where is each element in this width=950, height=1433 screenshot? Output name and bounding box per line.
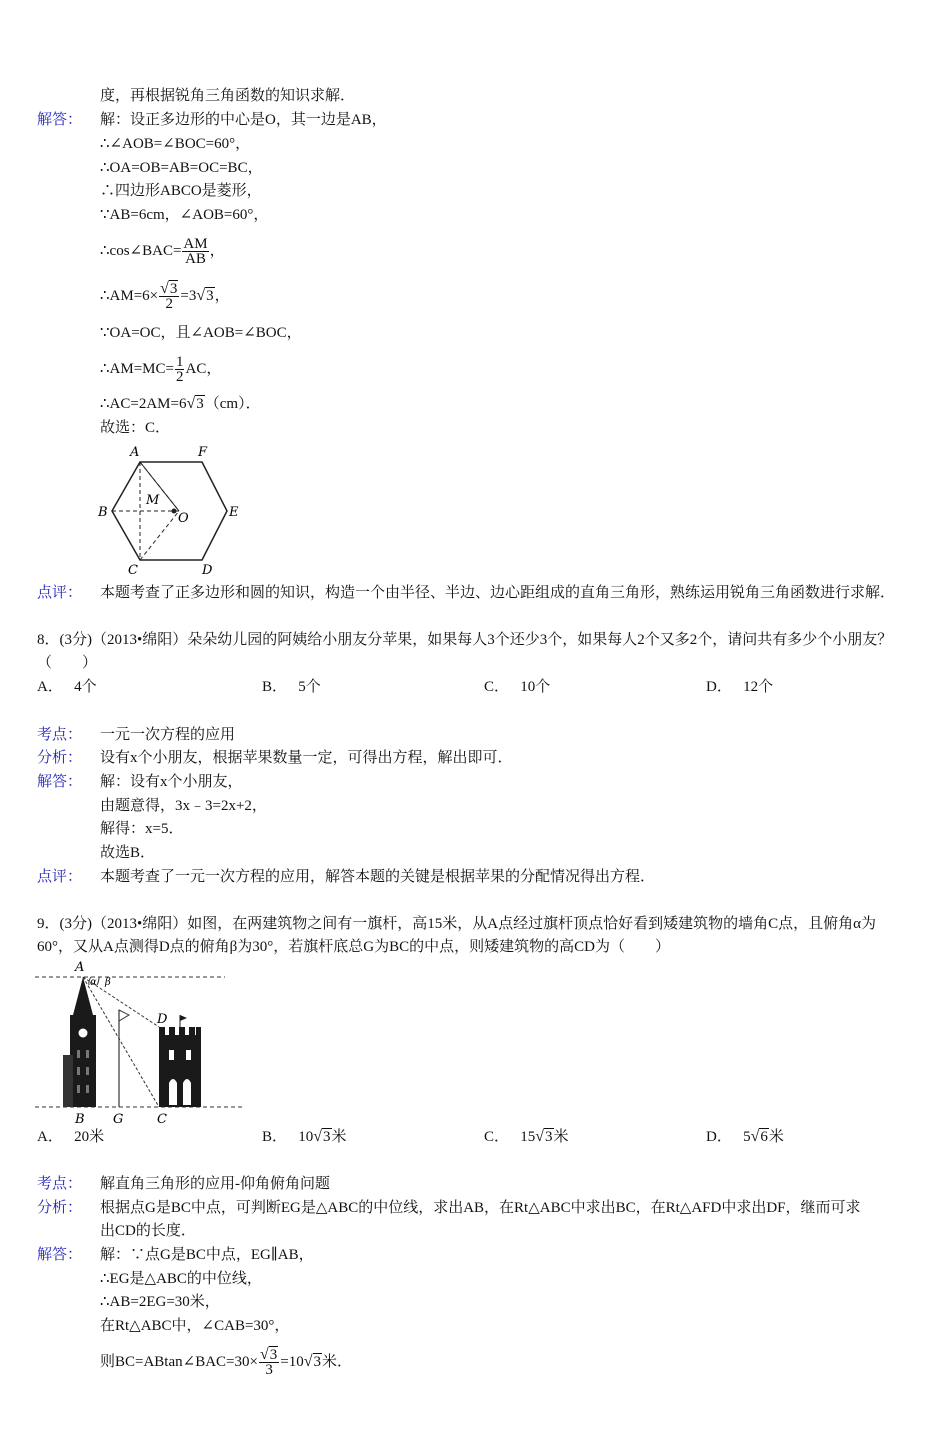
option-letter: B．: [262, 1129, 288, 1145]
q9-option-c: [484, 1127, 569, 1147]
q7-solution-line-9: [100, 350, 221, 388]
q9-point: 解直角三角形的应用-仰角俯角问题: [100, 1176, 330, 1192]
q9-line5-pre: 则BC=ABtan∠BAC=30×: [100, 1354, 258, 1370]
q8-stem: 8．(3分)（2013•绵阳）朵朵幼儿园的阿姨给小朋友分苹果，如果每人3个还少3个，如果每人2个又多2个，请问共有多少个小朋友？: [37, 632, 893, 648]
radicand: 3: [169, 281, 178, 298]
label-M: M: [146, 493, 160, 508]
option-letter: C．: [484, 679, 510, 695]
option-unit: 米: [553, 1129, 569, 1145]
q9-option-b: [262, 1127, 347, 1147]
label-C: C: [128, 563, 138, 578]
fraction: [259, 1348, 279, 1377]
q7-line10-post: （cm）．: [204, 396, 261, 412]
q9-option-d: [706, 1127, 784, 1147]
q7-solution-line-1: 解：设正多边形的中心是O，其一边是AB，: [100, 112, 387, 128]
radicand: 3: [196, 396, 204, 412]
q8-analysis: 设有x个小朋友，根据苹果数量一定，可得出方程，解出即可．: [100, 750, 513, 766]
option-letter: C．: [484, 1129, 510, 1145]
q7-solution-line-11: 故选：C．: [100, 420, 171, 436]
fraction-denominator: 2: [175, 369, 184, 386]
radicand: 3: [206, 288, 214, 304]
q8-paren: （ ）: [37, 655, 98, 671]
option-coef: 10: [298, 1129, 314, 1145]
fraction: [182, 237, 208, 266]
label-C: C: [157, 1112, 167, 1125]
q7-line9-post: AC，: [185, 361, 222, 377]
q9-analysis-label: 分析：: [37, 1200, 83, 1216]
q8-solution-line-2: 由题意得，3x﹣3=2x+2，: [100, 798, 267, 814]
fraction-numerator: [159, 282, 179, 297]
q7-line7-post: ，: [214, 288, 230, 304]
option-coef: 15: [520, 1129, 536, 1145]
sqrt-sign: √: [259, 1346, 269, 1364]
option-coef: 5: [743, 1129, 751, 1145]
fraction-denominator: 3: [265, 1362, 273, 1379]
option-text: 4个: [74, 679, 97, 695]
q7-line10-pre: ∴AC=2AM=6: [100, 396, 187, 412]
q9-solution-line-5: [100, 1342, 352, 1382]
label-G: G: [113, 1112, 124, 1125]
q8-option-b: [262, 677, 321, 697]
q8-analysis-label: 分析：: [37, 750, 83, 766]
tall-tower: [63, 977, 96, 1107]
sqrt-sign: √: [160, 280, 169, 298]
label-D: D: [157, 1012, 168, 1027]
q9-solution-line-1: 解：∵点G是BC中点，EG∥AB，: [100, 1247, 314, 1263]
q7-line6-pre: ∴cos∠BAC=: [100, 243, 182, 259]
q8-solution-line-1: 解：设有x个小朋友，: [100, 774, 243, 790]
label-E: E: [229, 505, 239, 520]
radicand: 6: [760, 1129, 768, 1145]
q9-option-a: [37, 1127, 104, 1147]
q7-line7-pre: ∴AM=6×: [100, 288, 159, 304]
short-castle: [159, 1015, 201, 1107]
q9-stem-line-2: 60°，又从A点测得D点的俯角β为30°，若旗杆底总G为BC的中点，则矮建筑物的高CD为（ ）: [37, 939, 670, 955]
q7-line9-pre: ∴AM=MC=: [100, 361, 174, 377]
option-letter: D．: [706, 1129, 732, 1145]
option-letter: A．: [37, 1129, 63, 1145]
sqrt-sign: √: [313, 1128, 323, 1145]
q9-solution-line-4: 在Rt△ABC中，∠CAB=30°，: [100, 1318, 290, 1334]
q8-point: 一元一次方程的应用: [100, 727, 236, 743]
label-A: A: [130, 445, 140, 460]
q7-solution-line-3: ∴OA=OB=AB=OC=BC，: [100, 160, 263, 176]
q9-analysis-line-1: 根据点G是BC中点，可判断EG是△ABC的中位线，求出AB，在Rt△ABC中求出BC，在Rt△AFD中求出DF，继而可求: [100, 1200, 861, 1216]
q9-point-label: 考点：: [37, 1176, 83, 1192]
option-unit: 米: [768, 1129, 784, 1145]
label-A: A: [75, 960, 85, 975]
q7-comment-label: 点评：: [37, 585, 83, 601]
sqrt-sign: √: [186, 395, 196, 412]
q8-solution-line-4: 故选B．: [100, 845, 156, 861]
label-alpha: α: [90, 977, 97, 988]
option-letter: D．: [706, 679, 732, 695]
radicand: 3: [269, 1347, 278, 1364]
sqrt-sign: √: [535, 1128, 545, 1145]
q9-analysis-line-2: 出CD的长度．: [100, 1223, 196, 1239]
sqrt-sign: √: [196, 287, 206, 304]
fraction-numerator: 1: [175, 354, 184, 371]
fraction-denominator: AB: [185, 251, 206, 268]
q7-solution-line-8: ∵OA=OC，且∠AOB=∠BOC，: [100, 325, 302, 341]
q7-solution-line-6: [100, 232, 225, 270]
q8-comment-label: 点评：: [37, 869, 83, 885]
label-F: F: [198, 445, 208, 460]
q7-solution-label: 解答：: [37, 112, 83, 128]
fraction: [159, 282, 179, 311]
q9-line5-post: 米．: [322, 1354, 353, 1370]
q7-line6-post: ，: [209, 243, 225, 259]
q8-point-label: 考点：: [37, 727, 83, 743]
q8-comment: 本题考查了一元一次方程的应用，解答本题的关键是根据苹果的分配情况得出方程．: [100, 869, 656, 885]
q9-solution-line-2: ∴EG是△ABC的中位线，: [100, 1271, 262, 1287]
q8-solution-label: 解答：: [37, 774, 83, 790]
option-text: 20米: [74, 1129, 105, 1145]
sqrt-sign: √: [750, 1128, 760, 1145]
buildings-figure: [35, 955, 250, 1125]
fraction-denominator: 2: [165, 296, 174, 313]
hexagon-figure: [92, 440, 252, 580]
label-B: B: [98, 505, 108, 520]
q7-continuation: 度，再根据锐角三角函数的知识求解．: [100, 88, 356, 104]
option-letter: A．: [37, 679, 63, 695]
option-letter: B．: [262, 679, 288, 695]
label-D: D: [202, 563, 213, 578]
q9-line5-mid: =10: [280, 1354, 304, 1370]
fraction-numerator: AM: [183, 236, 208, 253]
option-text: 12个: [743, 679, 774, 695]
q7-line7-mid: =3: [180, 288, 197, 304]
label-beta: β: [105, 977, 111, 988]
q8-solution-line-3: 解得：x=5．: [100, 821, 184, 837]
q7-solution-line-5: ∵AB=6cm，∠AOB=60°，: [100, 207, 269, 223]
label-B: B: [75, 1112, 85, 1125]
radicand: 3: [545, 1129, 553, 1145]
q7-solution-line-2: ∴∠AOB=∠BOC=60°，: [100, 136, 251, 152]
q8-option-c: [484, 677, 550, 697]
q7-comment: 本题考查了正多边形和圆的知识，构造一个由半径、半边、边心距组成的直角三角形，熟练运用锐角三角函数进行求解．: [100, 585, 896, 601]
sqrt-sign: √: [303, 1353, 313, 1370]
q7-solution-line-10: [100, 394, 261, 414]
option-unit: 米: [331, 1129, 347, 1145]
q8-option-d: [706, 677, 773, 697]
radicand: 3: [323, 1129, 331, 1145]
option-text: 5个: [298, 679, 321, 695]
label-O: O: [178, 511, 189, 526]
fraction: [175, 355, 185, 384]
fraction-numerator: [259, 1348, 279, 1363]
q9-solution-line-3: ∴AB=2EG=30米，: [100, 1294, 220, 1310]
option-text: 10个: [520, 679, 551, 695]
q7-solution-line-4: ∴四边形ABCO是菱形，: [100, 183, 262, 199]
q7-solution-line-7: [100, 277, 230, 315]
q9-solution-label: 解答：: [37, 1247, 83, 1263]
q8-option-a: [37, 677, 97, 697]
q9-stem-line-1: 9．(3分)（2013•绵阳）如图，在两建筑物之间有一旗杆，高15米，从A点经过旗杆顶点恰好看到矮建筑物的墙角C点，且俯角α为: [37, 916, 876, 932]
radicand: 3: [313, 1354, 321, 1370]
